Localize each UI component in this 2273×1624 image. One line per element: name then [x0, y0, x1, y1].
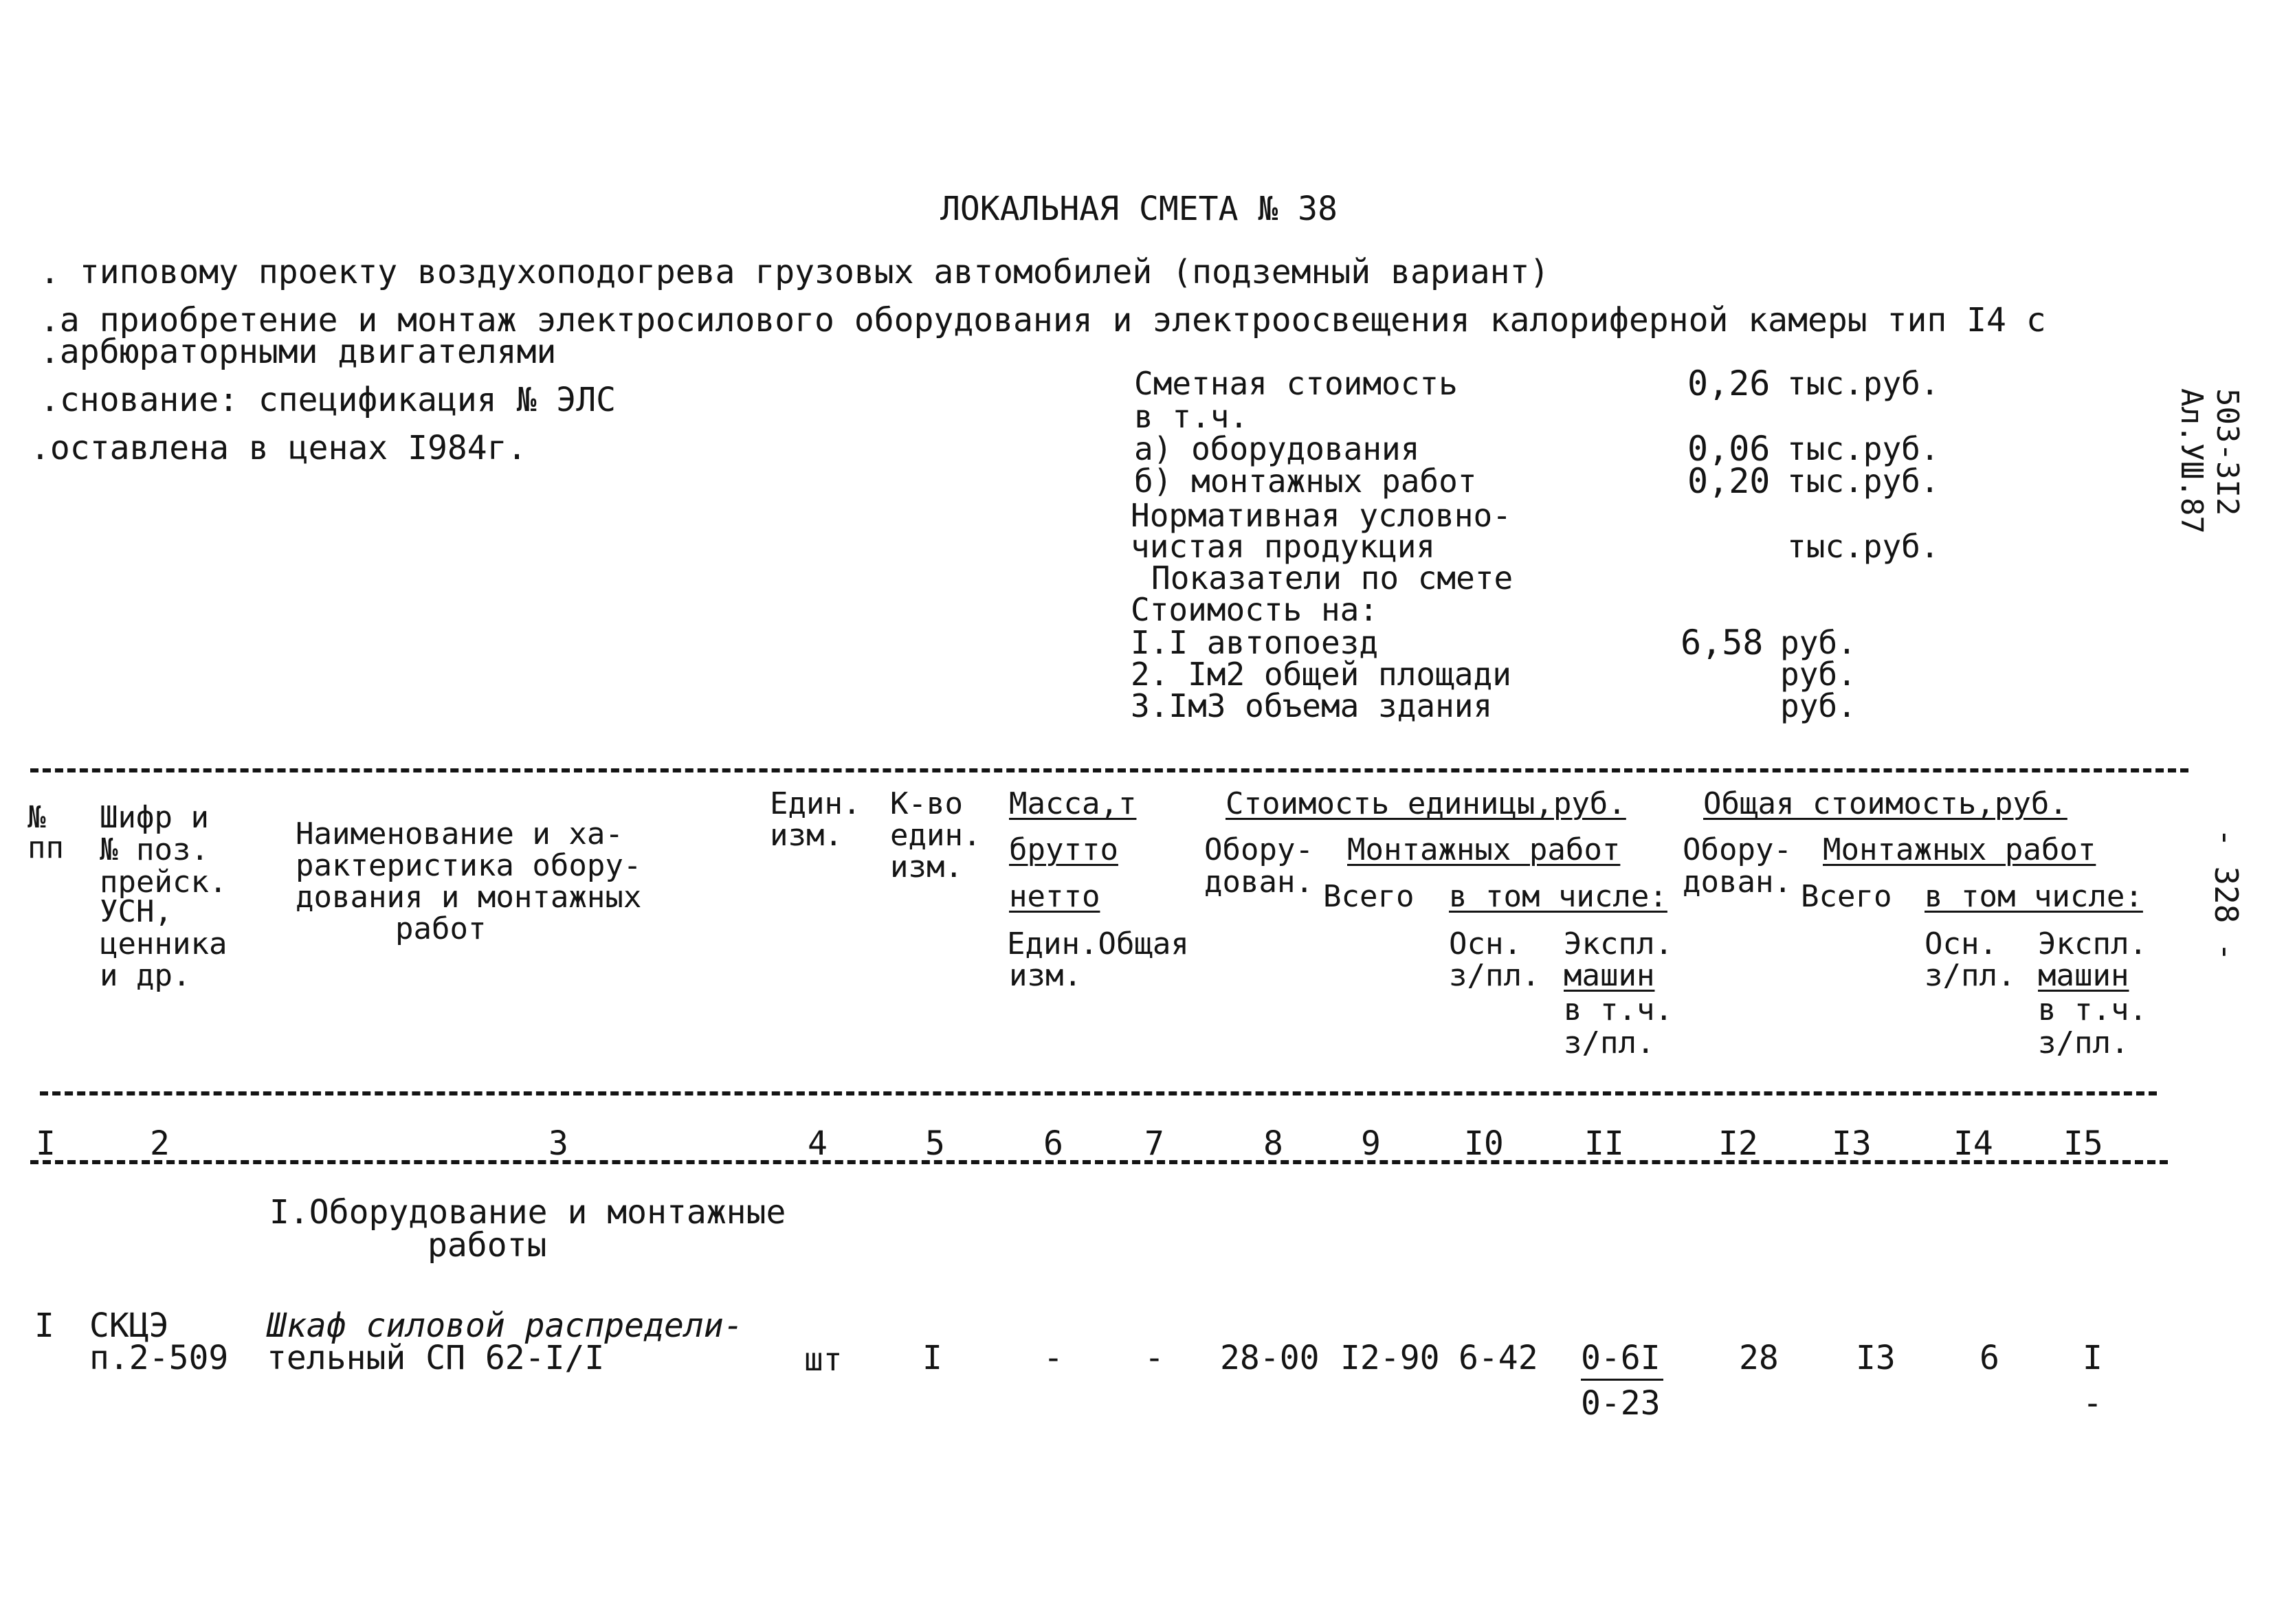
row-total-base-wage: 6 — [1980, 1339, 1999, 1377]
row-mass-unit: - — [1043, 1339, 1063, 1377]
total-machines-line4: з/пл. — [2038, 1025, 2129, 1060]
col4-line1: Един. — [770, 786, 861, 821]
col5-line2: един. — [890, 818, 982, 853]
total-machines-line1: Экспл. — [2038, 926, 2147, 961]
page-number: - 328 - — [2208, 828, 2245, 961]
summary-cost-unit: тыс.руб. — [1787, 365, 1940, 402]
col2-line1: Шифр и — [100, 800, 209, 835]
colnum-4: 4 — [808, 1124, 828, 1163]
row-total-machines: I — [2083, 1339, 2103, 1377]
summary-cost-value: 0,26 — [1687, 364, 1771, 403]
unit-install-total: Всего — [1323, 879, 1415, 914]
summary-norm-label: Нормативная условно- — [1131, 497, 1511, 534]
colnum-14: I4 — [1953, 1124, 1993, 1163]
col5-line3: изм. — [890, 849, 963, 885]
col3-line1: Наименование и ха- — [296, 816, 623, 852]
column-numbers-rule — [30, 1160, 2168, 1164]
total-equip-line1: Обору- — [1683, 832, 1792, 867]
summary-per-trainset-unit: руб. — [1780, 624, 1856, 661]
row-unit-equipment: 28-00 — [1220, 1339, 1320, 1377]
row-total-machines-wage: - — [2083, 1384, 2103, 1423]
colnum-13: I3 — [1832, 1124, 1872, 1163]
row-code-item: п.2-509 — [89, 1339, 229, 1377]
unit-install-title: Монтажных работ — [1347, 832, 1621, 867]
mass-gross: брутто — [1009, 832, 1118, 867]
summary-installation-label: б) монтажных работ — [1134, 463, 1477, 500]
section-title-cont: работы — [428, 1226, 547, 1265]
row-name-cont: тельный СП 62-I/I — [267, 1339, 605, 1377]
colnum-3: 3 — [548, 1124, 568, 1163]
summary-per-m2-unit: руб. — [1780, 656, 1856, 693]
colnum-1: I — [36, 1124, 56, 1163]
col1-line1: № — [27, 800, 46, 835]
summary-installation-value: 0,20 — [1687, 461, 1771, 501]
row-unit-install-total: I2-90 — [1340, 1339, 1440, 1377]
summary-per-m3-label: 3.Iм3 объема здания — [1131, 687, 1493, 724]
row-qty: I — [922, 1339, 942, 1377]
colnum-12: I2 — [1718, 1124, 1758, 1163]
summary-installation-unit: тыс.руб. — [1787, 463, 1940, 500]
summary-per-m2-label: 2. Iм2 общей площади — [1131, 656, 1511, 693]
col2-line3: прейск. — [100, 865, 228, 900]
col3-line3: дования и монтажных — [296, 880, 642, 915]
col5-line1: К-во — [890, 786, 963, 821]
colnum-15: I5 — [2063, 1124, 2103, 1163]
col3-line4: работ — [395, 911, 487, 946]
unit-incl-label: в том числе: — [1449, 879, 1667, 914]
row-unit-machines-divider — [1581, 1379, 1663, 1381]
total-machines-line2: машин — [2038, 958, 2129, 993]
row-name: Шкаф силовой распредели- — [267, 1306, 744, 1345]
row-unit-machines-wage: 0-23 — [1581, 1384, 1661, 1423]
row-mass-total: - — [1144, 1339, 1164, 1377]
col1-line2: пп — [27, 830, 64, 865]
summary-norm-label-cont: чистая продукция — [1131, 528, 1436, 565]
col2-line2: № поз. — [100, 832, 209, 867]
summary-cost-per-label: Стоимость на: — [1131, 591, 1379, 628]
section-title: I.Оборудование и монтажные — [269, 1193, 786, 1232]
total-base-wage-line1: Осн. — [1925, 926, 1997, 961]
mass-units: Един.Общая — [1007, 926, 1189, 961]
summary-cost-label: Сметная стоимость — [1134, 365, 1458, 402]
colnum-2: 2 — [150, 1124, 170, 1163]
header-line-purpose-cont: .арбюраторными двигателями — [40, 333, 557, 371]
summary-equipment-unit: тыс.руб. — [1787, 430, 1940, 467]
unit-base-wage-line2: з/пл. — [1449, 958, 1540, 993]
total-incl-label: в том числе: — [1925, 879, 2143, 914]
page-title: ЛОКАЛЬНАЯ СМЕТА № 38 — [940, 190, 1338, 228]
summary-norm-unit: тыс.руб. — [1787, 528, 1940, 565]
row-unit-machines: 0-6I — [1581, 1339, 1661, 1377]
total-install-title: Монтажных работ — [1823, 832, 2096, 867]
summary-equipment-value: 0,06 — [1687, 429, 1771, 469]
unit-cost-title: Стоимость единицы,руб. — [1226, 786, 1626, 821]
summary-per-trainset-label: I.I автопоезд — [1131, 624, 1379, 661]
row-code: СКЦЭ — [89, 1306, 169, 1345]
colnum-8: 8 — [1263, 1124, 1283, 1163]
header-top-rule — [30, 768, 2188, 772]
header-prices: .оставлена в ценах I984г. — [30, 429, 527, 467]
row-unit: шт — [804, 1341, 843, 1378]
summary-per-m3-unit: руб. — [1780, 687, 1856, 724]
colnum-7: 7 — [1144, 1124, 1164, 1163]
col2-line5: ценника — [100, 926, 228, 961]
col3-line2: рактеристика обору- — [296, 848, 642, 883]
col4-line2: изм. — [770, 818, 843, 853]
header-line-purpose: .а приобретение и монтаж электросилового оборудования и электроосвещения калориферной камеры тип I4 с — [40, 301, 2046, 340]
unit-equip-line1: Обору- — [1204, 832, 1313, 867]
unit-machines-line2: машин — [1564, 958, 1655, 993]
unit-machines-line1: Экспл. — [1564, 926, 1673, 961]
unit-machines-line3: в т.ч. — [1564, 992, 1673, 1027]
total-base-wage-line2: з/пл. — [1925, 958, 2016, 993]
row-unit-base-wage: 6-42 — [1459, 1339, 1538, 1377]
header-line-project: . типовому проекту воздухоподогрева грузовых автомобилей (подземный вариант) — [40, 253, 1550, 291]
total-machines-line3: в т.ч. — [2038, 992, 2147, 1027]
mass-unit-label: изм. — [1009, 958, 1082, 993]
colnum-9: 9 — [1361, 1124, 1381, 1163]
mass-title: Масса,т — [1009, 786, 1137, 821]
unit-equip-line2: дован. — [1204, 865, 1313, 900]
colnum-10: I0 — [1464, 1124, 1504, 1163]
total-equip-line2: дован. — [1683, 865, 1792, 900]
project-code: 503-3I2 — [2210, 388, 2245, 516]
row-total-equipment: 28 — [1739, 1339, 1779, 1377]
header-basis: .снование: спецификация № ЭЛС — [40, 381, 617, 419]
mass-net: нетто — [1009, 879, 1100, 914]
row-number: I — [34, 1306, 54, 1345]
album-code: Ал.УШ.87 — [2174, 388, 2209, 534]
col2-line6: и др. — [100, 958, 191, 993]
colnum-6: 6 — [1043, 1124, 1063, 1163]
unit-base-wage-line1: Осн. — [1449, 926, 1522, 961]
summary-indicators-label: Показатели по смете — [1151, 559, 1514, 597]
header-bottom-rule — [40, 1091, 2157, 1095]
summary-incl-label: в т.ч. — [1134, 398, 1249, 435]
summary-equipment-label: а) оборудования — [1134, 430, 1420, 467]
colnum-11: II — [1584, 1124, 1624, 1163]
summary-per-trainset-value: 6,58 — [1681, 623, 1764, 663]
unit-machines-line4: з/пл. — [1564, 1025, 1655, 1060]
col2-line4: УСН, — [100, 894, 173, 929]
row-total-install: I3 — [1856, 1339, 1896, 1377]
total-install-total: Всего — [1801, 879, 1892, 914]
total-cost-title: Общая стоимость,руб. — [1703, 786, 2067, 821]
colnum-5: 5 — [925, 1124, 945, 1163]
